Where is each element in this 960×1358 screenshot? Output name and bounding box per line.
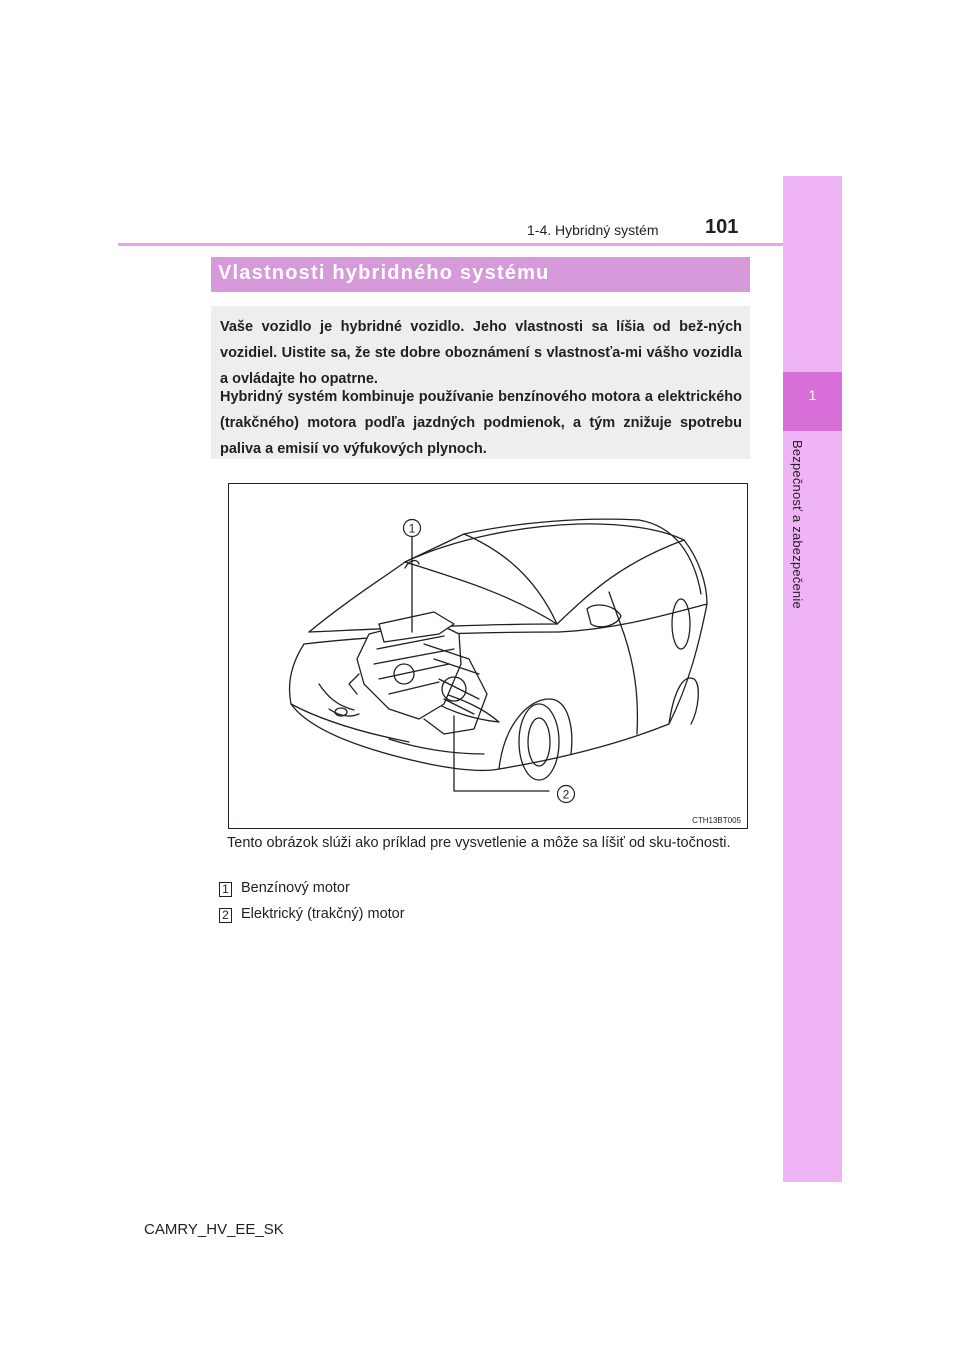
legend-number: 1 — [219, 882, 232, 897]
figure-code: CTH13BT005 — [692, 816, 741, 825]
figure-caption: Tento obrázok slúži ako príklad pre vysvetlenie a môže sa líšiť od sku-točnosti. — [227, 835, 731, 851]
car-illustration — [229, 484, 747, 828]
callout-1: 1 — [408, 521, 416, 536]
chapter-number: 1 — [808, 387, 817, 403]
intro-paragraph-2: Hybridný systém kombinuje používanie benzínového motora a elektrického (trakčného) motora podľa jazdných podmienok, a tým znižuje spotrebu paliva a emisií vo výfukových plynoch. — [220, 389, 742, 457]
callout-2: 2 — [562, 787, 570, 802]
document-code: CAMRY_HV_EE_SK — [144, 1221, 284, 1238]
hybrid-system-figure — [228, 483, 748, 829]
header-rule — [118, 243, 783, 246]
chapter-label: Bezpečnosť a zabezpečenie — [790, 440, 805, 609]
legend-text: Elektrický (trakčný) motor — [241, 906, 405, 922]
chapter-side-tab — [783, 176, 842, 1182]
running-header-section: 1-4. Hybridný systém — [527, 222, 659, 238]
page-number: 101 — [705, 216, 739, 238]
intro-paragraph-1: Vaše vozidlo je hybridné vozidlo. Jeho vlastnosti sa líšia od bež-ných vozidiel. Uistite sa, že ste dobre oboznámení s vlastnosťa-mi vášho vozidla a ovládajte ho opatrne. — [220, 319, 742, 387]
section-title: Vlastnosti hybridného systému — [218, 262, 550, 284]
legend-text: Benzínový motor — [241, 880, 350, 896]
legend-number: 2 — [219, 908, 232, 923]
